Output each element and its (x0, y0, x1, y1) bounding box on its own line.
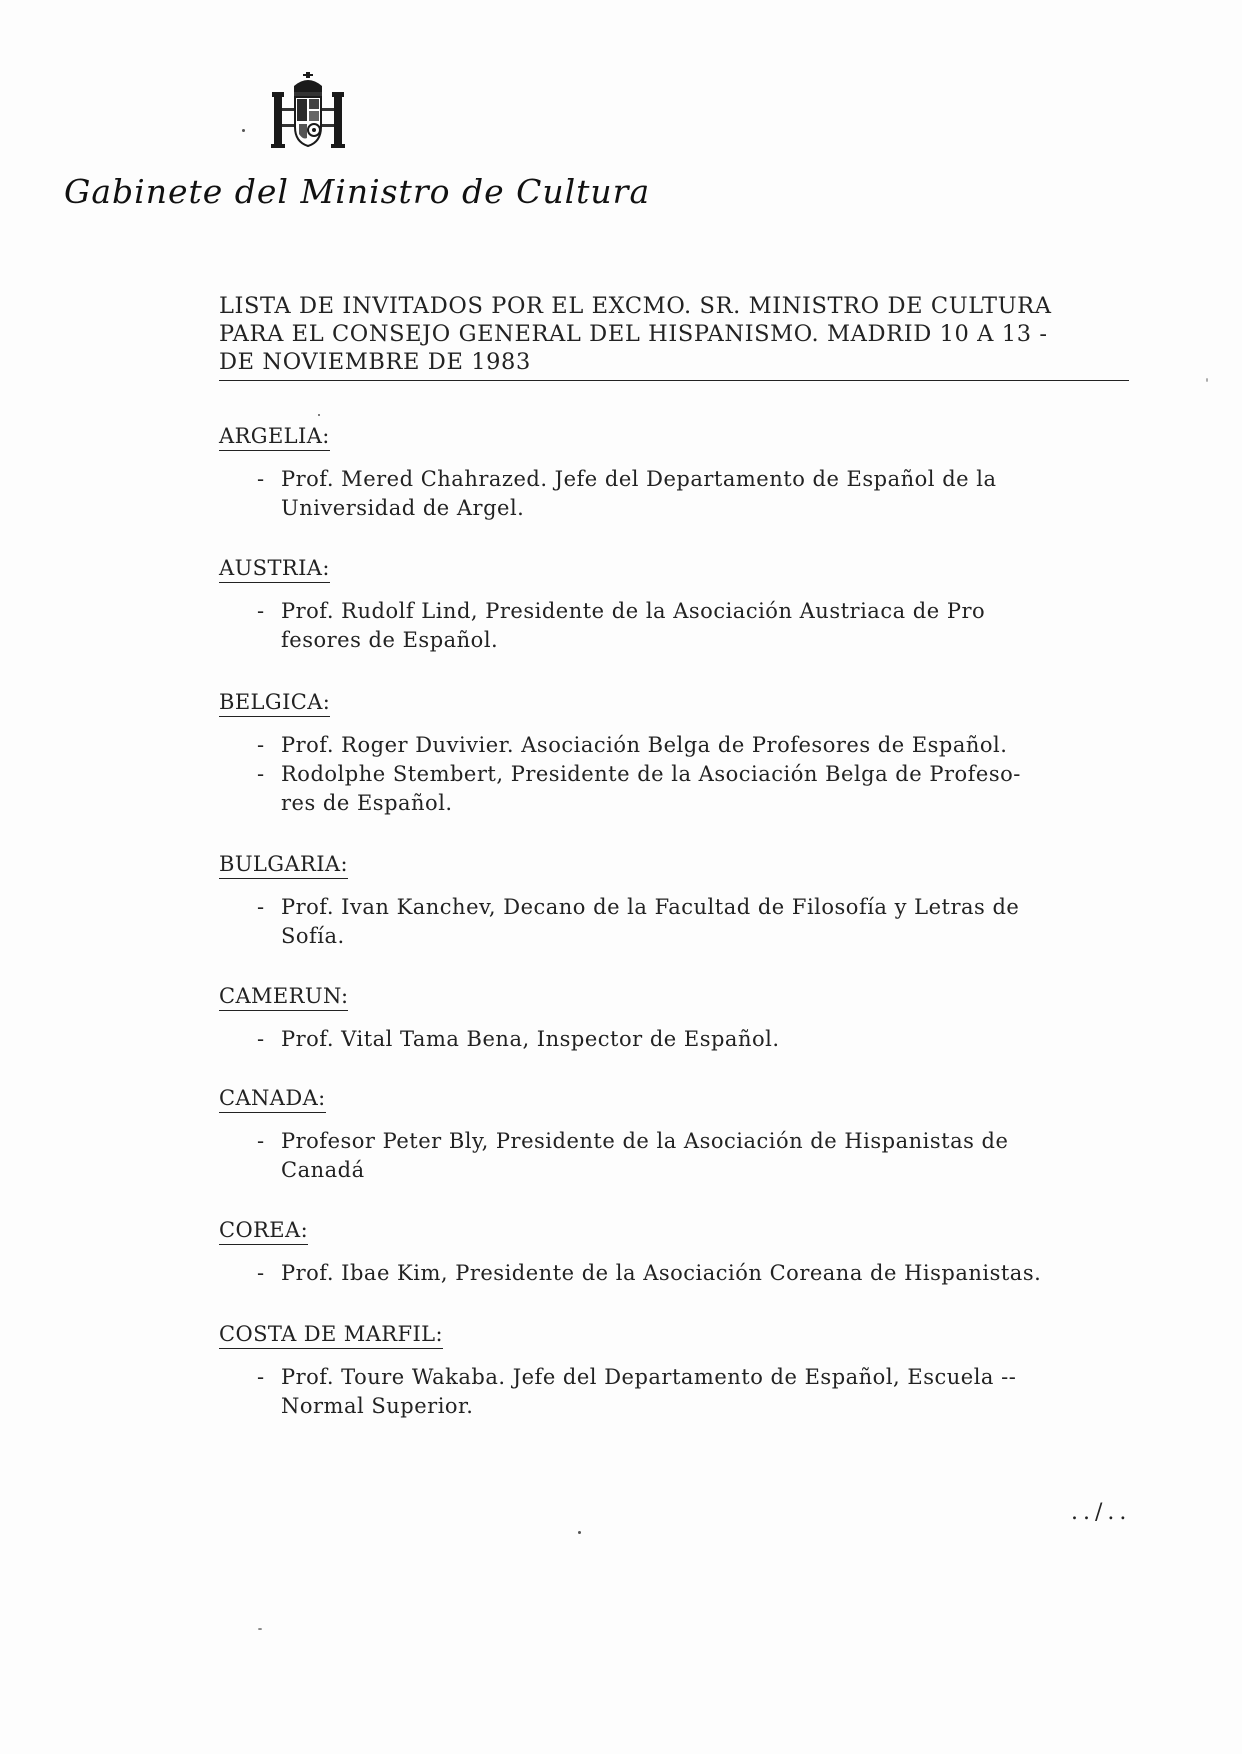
scan-speck (578, 1531, 581, 1534)
bullet-dash: - (257, 1027, 265, 1051)
country-section-corea (219, 1218, 1041, 1288)
country-section-belgica (219, 690, 1021, 818)
bullet-dash: - (257, 467, 265, 491)
scan-speck (242, 129, 245, 132)
entry-line: Sofía. (281, 924, 345, 948)
country-section-austria (219, 556, 985, 655)
invitee-entry (257, 1363, 1016, 1421)
bullet-dash: - (257, 1261, 265, 1285)
country-section-argelia (219, 424, 996, 523)
country-heading: COREA: (219, 1218, 308, 1245)
bullet-dash: - (257, 1365, 265, 1389)
entry-line: Prof. Ivan Kanchev, Decano de la Facultad de Filosofía y Letras de (281, 895, 1020, 919)
scan-speck (318, 414, 320, 416)
entry-line: Prof. Mered Chahrazed. Jefe del Departamento de Español de la (281, 467, 997, 491)
invitee-entry (257, 731, 1021, 760)
continuation-mark: ../.. (1071, 1500, 1132, 1525)
country-heading: BULGARIA: (219, 852, 348, 879)
entry-line: res de Español. (281, 791, 453, 815)
scan-speck (1206, 378, 1208, 382)
entry-line: Normal Superior. (281, 1394, 474, 1418)
bullet-dash: - (257, 1129, 265, 1153)
entry-line: Rodolphe Stembert, Presidente de la Asociación Belga de Profeso- (281, 762, 1021, 786)
country-heading: CANADA: (219, 1086, 326, 1113)
title-line: LISTA DE INVITADOS POR EL EXCMO. SR. MINISTRO DE CULTURA (219, 293, 1052, 319)
country-section-costa-de-marfil (219, 1322, 1016, 1421)
entry-line: Prof. Rudolf Lind, Presidente de la Asociación Austriaca de Pro (281, 599, 986, 623)
country-section-canada (219, 1086, 1008, 1185)
country-heading: COSTA DE MARFIL: (219, 1322, 443, 1349)
country-heading: CAMERUN: (219, 984, 348, 1011)
country-heading: ARGELIA: (219, 424, 330, 451)
invitee-entry (257, 760, 1021, 818)
letterhead-office-name: Gabinete del Ministro de Cultura (64, 172, 651, 211)
document-title (219, 292, 1134, 376)
scan-speck (258, 1628, 262, 1630)
entry-line: Prof. Roger Duvivier. Asociación Belga de Profesores de Español. (281, 733, 1008, 757)
bullet-dash: - (257, 895, 265, 919)
title-underline (219, 380, 1129, 381)
invitee-entry (257, 597, 985, 655)
title-line: PARA EL CONSEJO GENERAL DEL HISPANISMO. MADRID 10 A 13 - (219, 321, 1048, 347)
invitee-entry (257, 893, 1019, 951)
entry-line: Prof. Vital Tama Bena, Inspector de Español. (281, 1027, 780, 1051)
spanish-coat-of-arms-icon (268, 72, 348, 152)
invitee-entry (257, 1025, 780, 1054)
country-heading: BELGICA: (219, 690, 330, 717)
country-heading: AUSTRIA: (219, 556, 330, 583)
country-section-bulgaria (219, 852, 1019, 951)
entry-line: Canadá (281, 1158, 365, 1182)
bullet-dash: - (257, 733, 265, 757)
entry-line: Profesor Peter Bly, Presidente de la Asociación de Hispanistas de (281, 1129, 1009, 1153)
entry-line: fesores de Español. (281, 628, 499, 652)
entry-line: Universidad de Argel. (281, 496, 525, 520)
invitee-entry (257, 465, 996, 523)
bullet-dash: - (257, 762, 265, 786)
entry-line: Prof. Toure Wakaba. Jefe del Departamento de Español, Escuela -- (281, 1365, 1017, 1389)
country-section-camerun (219, 984, 780, 1054)
entry-line: Prof. Ibae Kim, Presidente de la Asociación Coreana de Hispanistas. (281, 1261, 1042, 1285)
bullet-dash: - (257, 599, 265, 623)
invitee-entry (257, 1259, 1041, 1288)
title-line: DE NOVIEMBRE DE 1983 (219, 349, 531, 375)
invitee-entry (257, 1127, 1008, 1185)
